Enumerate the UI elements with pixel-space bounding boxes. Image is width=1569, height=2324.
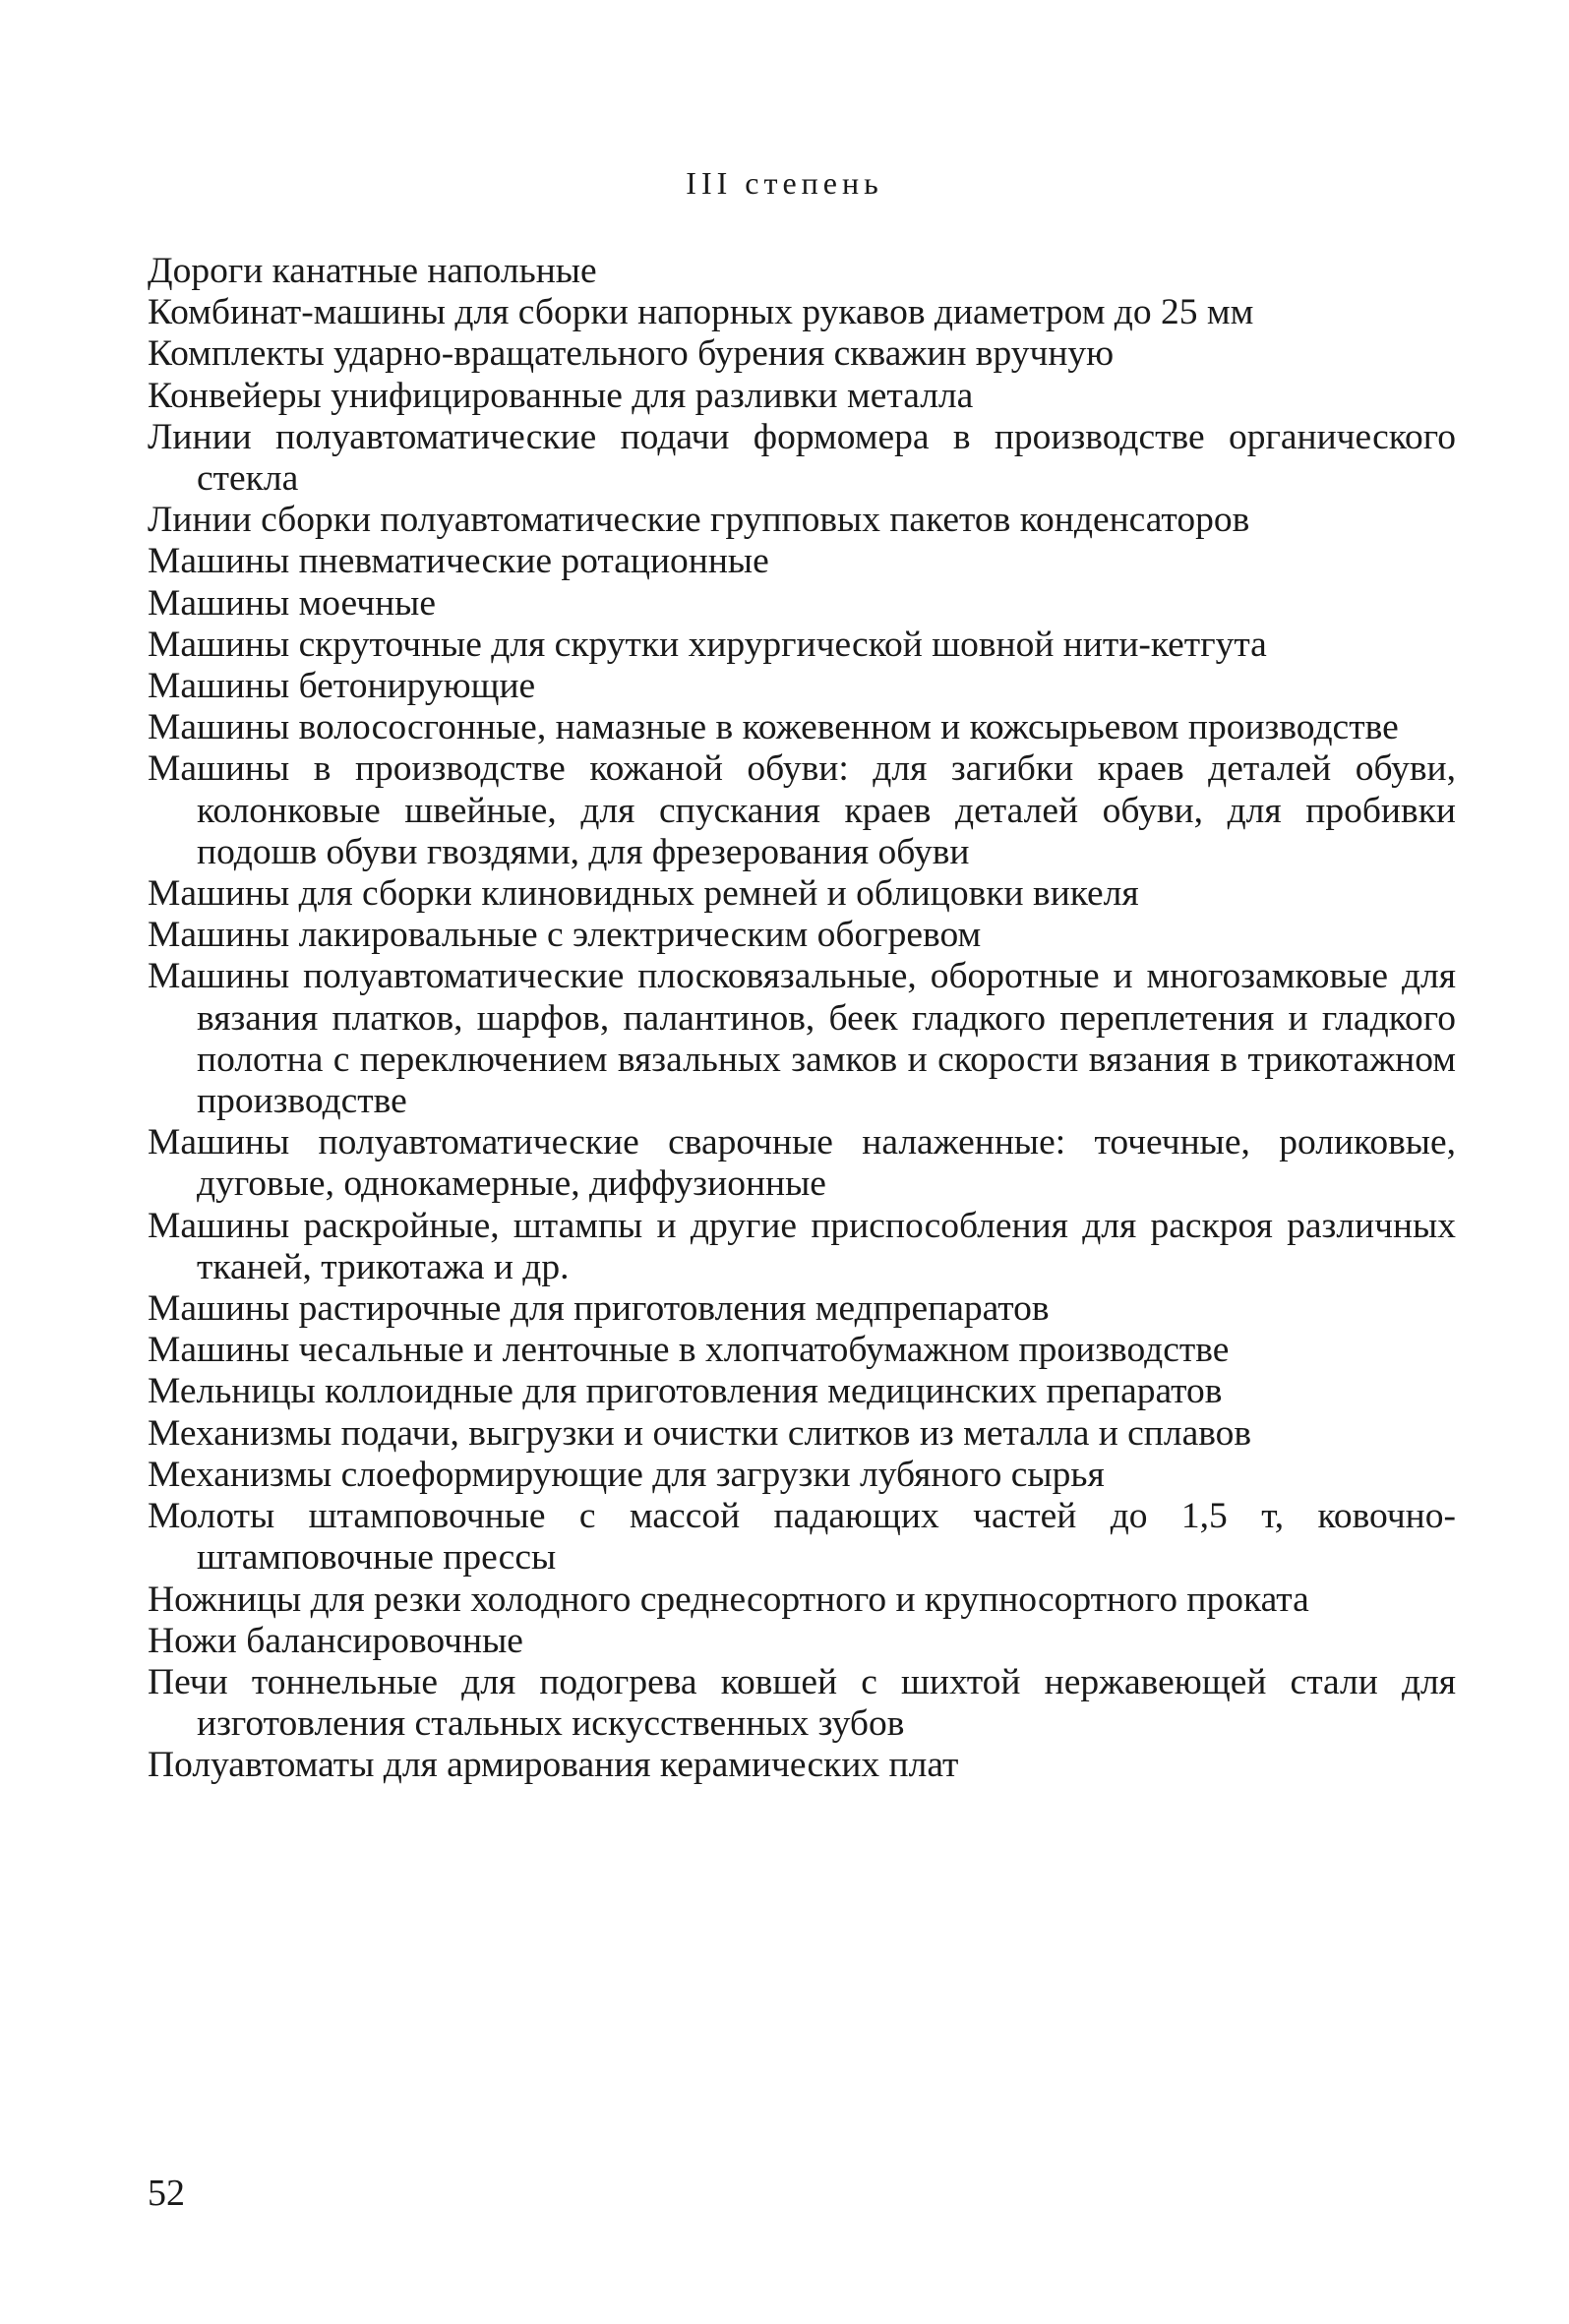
list-item: Ножницы для резки холодного среднесортного и крупносортного проката xyxy=(148,1579,1309,1620)
list-item: Дороги канатные напольные xyxy=(148,251,597,291)
list-item: Машины в производстве кожаной обуви: для загибки краев деталей обуви, колонковые швейные, для спускания краев деталей обуви, для пробивки подошв обуви гвоздями, для фрезерования обуви xyxy=(148,748,1456,872)
list-item: Машины бетонирующие xyxy=(148,666,536,707)
list-item: Мельницы коллоидные для приготовления медицинских препаратов xyxy=(148,1371,1223,1412)
list-item: Машины растирочные для приготовления медпрепаратов xyxy=(148,1288,1050,1330)
equipment-list xyxy=(148,251,1456,1787)
list-item: Комбинат-машины для сборки напорных рукавов диаметром до 25 мм xyxy=(148,292,1254,333)
list-item: Машины моечные xyxy=(148,582,436,624)
list-item: Печи тоннельные для подогрева ковшей с шихтой нержавеющей стали для изготовления стальных искусственных зубов xyxy=(148,1661,1456,1745)
list-item: Полуавтоматы для армирования керамических плат xyxy=(148,1745,959,1786)
list-item: Машины скруточные для скрутки хирургической шовной нити-кетгута xyxy=(148,624,1267,665)
list-item: Машины чесальные и ленточные в хлопчатобумажном производстве xyxy=(148,1330,1230,1371)
list-item: Линии полуавтоматические подачи формомера в производстве органического стекла xyxy=(148,416,1456,500)
page-number: 52 xyxy=(148,2173,185,2214)
list-item: Молоты штамповочные с массой падающих частей до 1,5 т, ковочно-штамповочные прессы xyxy=(148,1496,1456,1579)
list-item: Комплекты ударно-вращательного бурения скважин вручную xyxy=(148,333,1115,375)
list-item: Ножи балансировочные xyxy=(148,1620,523,1661)
list-item: Механизмы слоеформирующие для загрузки лубяного сырья xyxy=(148,1454,1105,1495)
list-item: Машины полуавтоматические сварочные налаженные: точечные, роликовые, дуговые, однокамерные, диффузионные xyxy=(148,1122,1456,1205)
list-item: Машины пневматические ротационные xyxy=(148,541,769,582)
list-item: Машины для сборки клиновидных ремней и облицовки викеля xyxy=(148,873,1139,915)
list-item: Машины волососгонные, намазные в кожевенном и кожсырьевом производстве xyxy=(148,707,1399,748)
section-heading: III степень xyxy=(686,165,883,201)
list-item: Линии сборки полуавтоматические групповых пакетов конденсаторов xyxy=(148,500,1250,541)
list-item: Механизмы подачи, выгрузки и очистки слитков из металла и сплавов xyxy=(148,1412,1252,1454)
list-item: Машины лакировальные с электрическим обогревом xyxy=(148,915,982,956)
list-item: Машины полуавтоматические плосковязальные, оборотные и многозамковые для вязания платков, шарфов, палантинов, беек гладкого переплетения и гладкого полотна с переключением вязальных замков и скорости вязания в трикотажном производстве xyxy=(148,956,1456,1122)
list-item: Конвейеры унифицированные для разливки металла xyxy=(148,375,974,416)
list-item: Машины раскройные, штампы и другие приспособления для раскроя различных тканей, трикотажа и др. xyxy=(148,1205,1456,1287)
